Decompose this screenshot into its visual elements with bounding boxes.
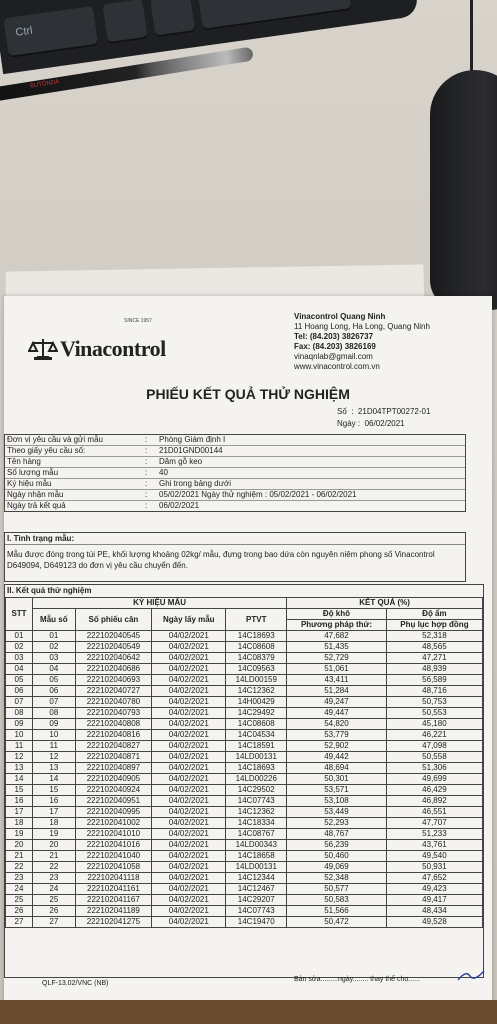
mau-so-cell: 27: [33, 917, 76, 928]
info-value: Dăm gỗ keo: [159, 457, 203, 466]
so-phieu-cell: 222102041118: [75, 873, 152, 884]
company-email: vinaqnlab@gmail.com: [294, 352, 373, 361]
table-row: [6, 840, 483, 851]
ngay-lay-cell: 04/02/2021: [152, 730, 226, 741]
so-phieu-cell: 222102041002: [75, 818, 152, 829]
ptvt-cell: 14C18693: [226, 763, 287, 774]
mau-so-cell: 20: [33, 840, 76, 851]
ptvt-cell: 14C09563: [226, 664, 287, 675]
keyboard-key: [103, 0, 148, 44]
table-row: [6, 675, 483, 686]
ptvt-cell: 14C18591: [226, 741, 287, 752]
do-am-cell: 47,098: [386, 741, 482, 752]
table-row: [6, 763, 483, 774]
stt-cell: 16: [6, 796, 33, 807]
ptvt-cell: 14C12467: [226, 884, 287, 895]
stt-cell: 08: [6, 708, 33, 719]
mau-so-cell: 01: [33, 631, 76, 642]
stt-cell: 17: [6, 807, 33, 818]
do-am-cell: 51,233: [386, 829, 482, 840]
info-colon: :: [145, 479, 148, 488]
so-phieu-cell: 222102041040: [75, 851, 152, 862]
th-stt: STT: [6, 598, 33, 631]
so-phieu-cell: 222102041161: [75, 884, 152, 895]
ptvt-cell: 14C08379: [226, 653, 287, 664]
ngay-lay-cell: 04/02/2021: [152, 785, 226, 796]
info-value: 21D01GND00144: [159, 446, 223, 455]
do-kho-cell: 51,061: [287, 664, 387, 675]
info-row: [5, 501, 465, 511]
ngay-lay-cell: 04/02/2021: [152, 631, 226, 642]
do-am-cell: 46,551: [386, 807, 482, 818]
so-phieu-cell: 222102040793: [75, 708, 152, 719]
ngay-lay-cell: 04/02/2021: [152, 851, 226, 862]
stt-cell: 12: [6, 752, 33, 763]
mau-so-cell: 14: [33, 774, 76, 785]
info-value: 05/02/2021 Ngày thử nghiệm : 05/02/2021 - 06/02/2021: [159, 490, 357, 499]
so-phieu-cell: 222102040727: [75, 686, 152, 697]
do-kho-cell: 56,239: [287, 840, 387, 851]
stt-cell: 09: [6, 719, 33, 730]
mau-so-cell: 02: [33, 642, 76, 653]
table-row: [6, 631, 483, 642]
mouse-cable: [470, 0, 473, 80]
section-results: [4, 584, 484, 978]
do-am-cell: 46,221: [386, 730, 482, 741]
info-colon: :: [145, 446, 148, 455]
so-phieu-cell: 222102041167: [75, 895, 152, 906]
mau-so-cell: 06: [33, 686, 76, 697]
ngay-lay-cell: 04/02/2021: [152, 774, 226, 785]
ctrl-key: Ctrl: [3, 6, 98, 58]
ptvt-cell: 14C18658: [226, 851, 287, 862]
mau-so-cell: 26: [33, 906, 76, 917]
ngay-lay-cell: 04/02/2021: [152, 653, 226, 664]
stt-cell: 04: [6, 664, 33, 675]
info-row: [5, 457, 465, 468]
form-code: QLF-13.02/VNC (NB): [42, 980, 109, 987]
ngay-lay-cell: 04/02/2021: [152, 719, 226, 730]
info-label: Ngày trả kết quả: [7, 501, 66, 510]
stt-cell: 05: [6, 675, 33, 686]
do-kho-cell: 52,729: [287, 653, 387, 664]
so-phieu-cell: 222102040642: [75, 653, 152, 664]
report-title: PHIẾU KẾT QUẢ THỬ NGHIỆM: [146, 386, 350, 402]
ngay-lay-cell: 04/02/2021: [152, 752, 226, 763]
so-phieu-cell: 222102040951: [75, 796, 152, 807]
do-am-cell: 49,528: [386, 917, 482, 928]
ptvt-cell: 14C29207: [226, 895, 287, 906]
th-do-am: Độ ẩm: [386, 609, 482, 620]
stt-cell: 18: [6, 818, 33, 829]
table-row: [6, 785, 483, 796]
so-phieu-cell: 222102040816: [75, 730, 152, 741]
do-kho-cell: 54,820: [287, 719, 387, 730]
ngay-label: Ngày :: [337, 419, 361, 428]
stt-cell: 13: [6, 763, 33, 774]
info-label: Số lượng mẫu: [7, 468, 59, 477]
stt-cell: 03: [6, 653, 33, 664]
section-sample-status: [4, 532, 466, 582]
keyboard-key: [150, 0, 195, 38]
info-value: 40: [159, 468, 168, 477]
do-am-cell: 47,652: [386, 873, 482, 884]
mau-so-cell: 13: [33, 763, 76, 774]
report-number-block: Số : 21D04TPT00272-01 Ngày : 06/02/2021: [337, 407, 431, 428]
ptvt-cell: 14LD00343: [226, 840, 287, 851]
do-kho-cell: 53,449: [287, 807, 387, 818]
pen: BUTONDA: [0, 47, 254, 102]
ptvt-cell: 14H00429: [226, 697, 287, 708]
do-kho-cell: 50,577: [287, 884, 387, 895]
stt-cell: 02: [6, 642, 33, 653]
test-report-paper: [4, 296, 492, 1000]
table-row: [6, 664, 483, 675]
mau-so-cell: 24: [33, 884, 76, 895]
info-row: [5, 479, 465, 490]
ngay-lay-cell: 04/02/2021: [152, 840, 226, 851]
mau-so-cell: 25: [33, 895, 76, 906]
section2-heading: II. Kết quả thử nghiệm: [7, 586, 92, 595]
ptvt-cell: 14C19470: [226, 917, 287, 928]
do-am-cell: 49,699: [386, 774, 482, 785]
do-kho-cell: 52,293: [287, 818, 387, 829]
table-row: [6, 752, 483, 763]
info-colon: :: [145, 490, 148, 499]
table-row: [6, 796, 483, 807]
ptvt-cell: 14C08608: [226, 642, 287, 653]
ngay-lay-cell: 04/02/2021: [152, 675, 226, 686]
ptvt-cell: 14C12362: [226, 686, 287, 697]
do-am-cell: 49,540: [386, 851, 482, 862]
do-am-cell: 50,558: [386, 752, 482, 763]
ngay-lay-cell: 04/02/2021: [152, 917, 226, 928]
ptvt-cell: 14LD00159: [226, 675, 287, 686]
section1-text: Mẫu được đóng trong túi PE, khối lượng khoảng 02kg/ mẫu, đựng trong bao dứa còn nguyên niêm phong số Vinacontrol D649094, D649123 do đơn vị yêu cầu chuyển đến.: [7, 550, 435, 570]
so-phieu-cell: 222102040545: [75, 631, 152, 642]
ptvt-cell: 14LD00226: [226, 774, 287, 785]
mau-so-cell: 09: [33, 719, 76, 730]
table-row: [6, 686, 483, 697]
so-phieu-cell: 222102040780: [75, 697, 152, 708]
stt-cell: 07: [6, 697, 33, 708]
ngay-lay-cell: 04/02/2021: [152, 763, 226, 774]
do-kho-cell: 49,442: [287, 752, 387, 763]
mau-so-cell: 10: [33, 730, 76, 741]
info-label: Theo giấy yêu cầu số:: [7, 446, 86, 455]
do-am-cell: 51,306: [386, 763, 482, 774]
do-kho-cell: 49,247: [287, 697, 387, 708]
info-colon: :: [145, 501, 148, 510]
info-row: [5, 490, 465, 501]
info-value: 06/02/2021: [159, 501, 200, 510]
do-am-cell: 50,553: [386, 708, 482, 719]
revision-note: Bản sửa.........ngày........ thay thế cho......: [294, 976, 420, 983]
th-do-kho: Độ khô: [287, 609, 387, 620]
stt-cell: 06: [6, 686, 33, 697]
ptvt-cell: 14C08608: [226, 719, 287, 730]
mau-so-cell: 12: [33, 752, 76, 763]
ptvt-cell: 14C18334: [226, 818, 287, 829]
company-fax: Fax: (84.203) 3826169: [294, 342, 376, 351]
table-row: [6, 873, 483, 884]
ngay-lay-cell: 04/02/2021: [152, 895, 226, 906]
do-kho-cell: 49,069: [287, 862, 387, 873]
desk-edge: [0, 1000, 497, 1024]
table-row: [6, 642, 483, 653]
table-row: [6, 818, 483, 829]
do-kho-cell: 53,779: [287, 730, 387, 741]
company-logo: [28, 336, 166, 362]
do-am-cell: 47,271: [386, 653, 482, 664]
th-pp-thu: Phương pháp thử:: [287, 620, 387, 631]
table-row: [6, 917, 483, 928]
info-colon: :: [145, 468, 148, 477]
table-row: [6, 851, 483, 862]
ptvt-cell: 14C07743: [226, 796, 287, 807]
do-kho-cell: 48,694: [287, 763, 387, 774]
ptvt-cell: 14C08767: [226, 829, 287, 840]
ngay-lay-cell: 04/02/2021: [152, 697, 226, 708]
so-phieu-cell: 222102040897: [75, 763, 152, 774]
info-label: Ký hiệu mẫu: [7, 479, 52, 488]
mau-so-cell: 04: [33, 664, 76, 675]
so-phieu-cell: 222102041058: [75, 862, 152, 873]
info-label: Tên hàng: [7, 457, 41, 466]
ptvt-cell: 14C29492: [226, 708, 287, 719]
company-name: Vinacontrol Quang Ninh: [294, 312, 386, 321]
ngay-lay-cell: 04/02/2021: [152, 862, 226, 873]
mau-so-cell: 23: [33, 873, 76, 884]
mau-so-cell: 03: [33, 653, 76, 664]
so-phieu-cell: 222102040693: [75, 675, 152, 686]
so-phieu-cell: 222102041275: [75, 917, 152, 928]
mau-so-cell: 17: [33, 807, 76, 818]
info-colon: :: [145, 457, 148, 466]
do-am-cell: 46,429: [386, 785, 482, 796]
do-kho-cell: 51,284: [287, 686, 387, 697]
so-label: Số: [337, 407, 347, 416]
table-row: [6, 774, 483, 785]
do-kho-cell: 50,460: [287, 851, 387, 862]
table-row: [6, 906, 483, 917]
info-row: [5, 435, 465, 446]
info-value: Ghi trong bảng dưới: [159, 479, 231, 488]
ngay-value: 06/02/2021: [364, 419, 405, 428]
th-mau-so: Mẫu số: [33, 609, 76, 631]
so-phieu-cell: 222102040549: [75, 642, 152, 653]
so-phieu-cell: 222102041189: [75, 906, 152, 917]
do-am-cell: 46,892: [386, 796, 482, 807]
do-kho-cell: 43,411: [287, 675, 387, 686]
table-row: [6, 719, 483, 730]
ngay-lay-cell: 04/02/2021: [152, 906, 226, 917]
company-tel: Tel: (84.203) 3826737: [294, 332, 374, 341]
stt-cell: 15: [6, 785, 33, 796]
ngay-lay-cell: 04/02/2021: [152, 642, 226, 653]
th-phu-luc: Phụ lục hợp đồng: [386, 620, 482, 631]
th-so-phieu: Số phiếu cân: [75, 609, 152, 631]
stt-cell: 23: [6, 873, 33, 884]
so-phieu-cell: 222102040827: [75, 741, 152, 752]
do-am-cell: 48,434: [386, 906, 482, 917]
ngay-lay-cell: 04/02/2021: [152, 796, 226, 807]
do-kho-cell: 51,566: [287, 906, 387, 917]
table-row: [6, 807, 483, 818]
info-table: [4, 434, 466, 512]
ngay-lay-cell: 04/02/2021: [152, 884, 226, 895]
so-phieu-cell: 222102040905: [75, 774, 152, 785]
th-ket-qua: KẾT QUẢ (%): [287, 598, 483, 609]
logo-since: SINCE 1957: [124, 318, 152, 324]
do-kho-cell: 50,472: [287, 917, 387, 928]
table-row: [6, 884, 483, 895]
ngay-lay-cell: 04/02/2021: [152, 818, 226, 829]
do-kho-cell: 53,108: [287, 796, 387, 807]
ptvt-cell: 14C18693: [226, 631, 287, 642]
mau-so-cell: 15: [33, 785, 76, 796]
table-row: [6, 741, 483, 752]
do-am-cell: 50,753: [386, 697, 482, 708]
do-am-cell: 50,931: [386, 862, 482, 873]
so-phieu-cell: 222102040686: [75, 664, 152, 675]
do-am-cell: 48,565: [386, 642, 482, 653]
table-row: [6, 895, 483, 906]
info-colon: :: [145, 435, 148, 444]
mau-so-cell: 19: [33, 829, 76, 840]
ptvt-cell: 14C07743: [226, 906, 287, 917]
stt-cell: 19: [6, 829, 33, 840]
mau-so-cell: 16: [33, 796, 76, 807]
mau-so-cell: 05: [33, 675, 76, 686]
info-value: Phòng Giám định I: [159, 435, 226, 444]
do-kho-cell: 53,571: [287, 785, 387, 796]
ngay-lay-cell: 04/02/2021: [152, 873, 226, 884]
company-web: www.vinacontrol.com.vn: [294, 362, 380, 371]
stt-cell: 10: [6, 730, 33, 741]
info-row: [5, 446, 465, 457]
do-kho-cell: 50,301: [287, 774, 387, 785]
so-phieu-cell: 222102041016: [75, 840, 152, 851]
company-address: 11 Hoang Long, Ha Long, Quang Ninh: [294, 322, 430, 331]
ptvt-cell: 14C12362: [226, 807, 287, 818]
do-am-cell: 43,761: [386, 840, 482, 851]
ptvt-cell: 14LD00131: [226, 752, 287, 763]
computer-mouse: [430, 70, 497, 310]
do-kho-cell: 48,767: [287, 829, 387, 840]
do-am-cell: 49,417: [386, 895, 482, 906]
stt-cell: 20: [6, 840, 33, 851]
section1-heading: I. Tình trạng mẫu:: [5, 533, 465, 545]
ngay-lay-cell: 04/02/2021: [152, 807, 226, 818]
mau-so-cell: 07: [33, 697, 76, 708]
mau-so-cell: 22: [33, 862, 76, 873]
so-phieu-cell: 222102041010: [75, 829, 152, 840]
stt-cell: 26: [6, 906, 33, 917]
do-am-cell: 49,423: [386, 884, 482, 895]
table-row: [6, 829, 483, 840]
ngay-lay-cell: 04/02/2021: [152, 664, 226, 675]
stt-cell: 11: [6, 741, 33, 752]
stt-cell: 24: [6, 884, 33, 895]
ngay-lay-cell: 04/02/2021: [152, 741, 226, 752]
do-am-cell: 56,589: [386, 675, 482, 686]
results-table: [5, 597, 483, 928]
do-am-cell: 45,180: [386, 719, 482, 730]
do-am-cell: 48,939: [386, 664, 482, 675]
mau-so-cell: 11: [33, 741, 76, 752]
table-row: [6, 862, 483, 873]
results-body: [6, 631, 483, 928]
so-phieu-cell: 222102040808: [75, 719, 152, 730]
do-kho-cell: 47,682: [287, 631, 387, 642]
ptvt-cell: 14LD00131: [226, 862, 287, 873]
so-phieu-cell: 222102040995: [75, 807, 152, 818]
keyboard-key: [198, 0, 352, 31]
mau-so-cell: 21: [33, 851, 76, 862]
stt-cell: 25: [6, 895, 33, 906]
do-am-cell: 47,707: [386, 818, 482, 829]
stt-cell: 21: [6, 851, 33, 862]
info-label: Ngày nhận mẫu: [7, 490, 64, 499]
mau-so-cell: 08: [33, 708, 76, 719]
ngay-lay-cell: 04/02/2021: [152, 686, 226, 697]
stt-cell: 27: [6, 917, 33, 928]
table-row: [6, 653, 483, 664]
do-am-cell: 48,716: [386, 686, 482, 697]
do-kho-cell: 51,435: [287, 642, 387, 653]
do-kho-cell: 49,447: [287, 708, 387, 719]
stt-cell: 01: [6, 631, 33, 642]
company-info: [294, 312, 430, 372]
info-row: [5, 468, 465, 479]
stt-cell: 14: [6, 774, 33, 785]
so-phieu-cell: 222102040871: [75, 752, 152, 763]
do-am-cell: 52,318: [386, 631, 482, 642]
table-row: [6, 697, 483, 708]
do-kho-cell: 50,583: [287, 895, 387, 906]
ptvt-cell: 14C04534: [226, 730, 287, 741]
do-kho-cell: 52,902: [287, 741, 387, 752]
ngay-lay-cell: 04/02/2021: [152, 708, 226, 719]
th-ngay-lay: Ngày lấy mẫu: [152, 609, 226, 631]
info-label: Đơn vị yêu cầu và gửi mẫu: [7, 435, 103, 444]
scales-icon: [28, 337, 58, 361]
do-kho-cell: 52,348: [287, 873, 387, 884]
so-value: 21D04TPT00272-01: [357, 407, 431, 416]
logo-text: Vinacontrol: [60, 336, 166, 361]
table-row: [6, 708, 483, 719]
ptvt-cell: 14C12344: [226, 873, 287, 884]
so-phieu-cell: 222102040924: [75, 785, 152, 796]
ngay-lay-cell: 04/02/2021: [152, 829, 226, 840]
stt-cell: 22: [6, 862, 33, 873]
ptvt-cell: 14C29502: [226, 785, 287, 796]
th-ptvt: PTVT: [226, 609, 287, 631]
mau-so-cell: 18: [33, 818, 76, 829]
signature-mark: [456, 968, 486, 982]
th-ky-hieu: KÝ HIỆU MẪU: [33, 598, 287, 609]
table-row: [6, 730, 483, 741]
